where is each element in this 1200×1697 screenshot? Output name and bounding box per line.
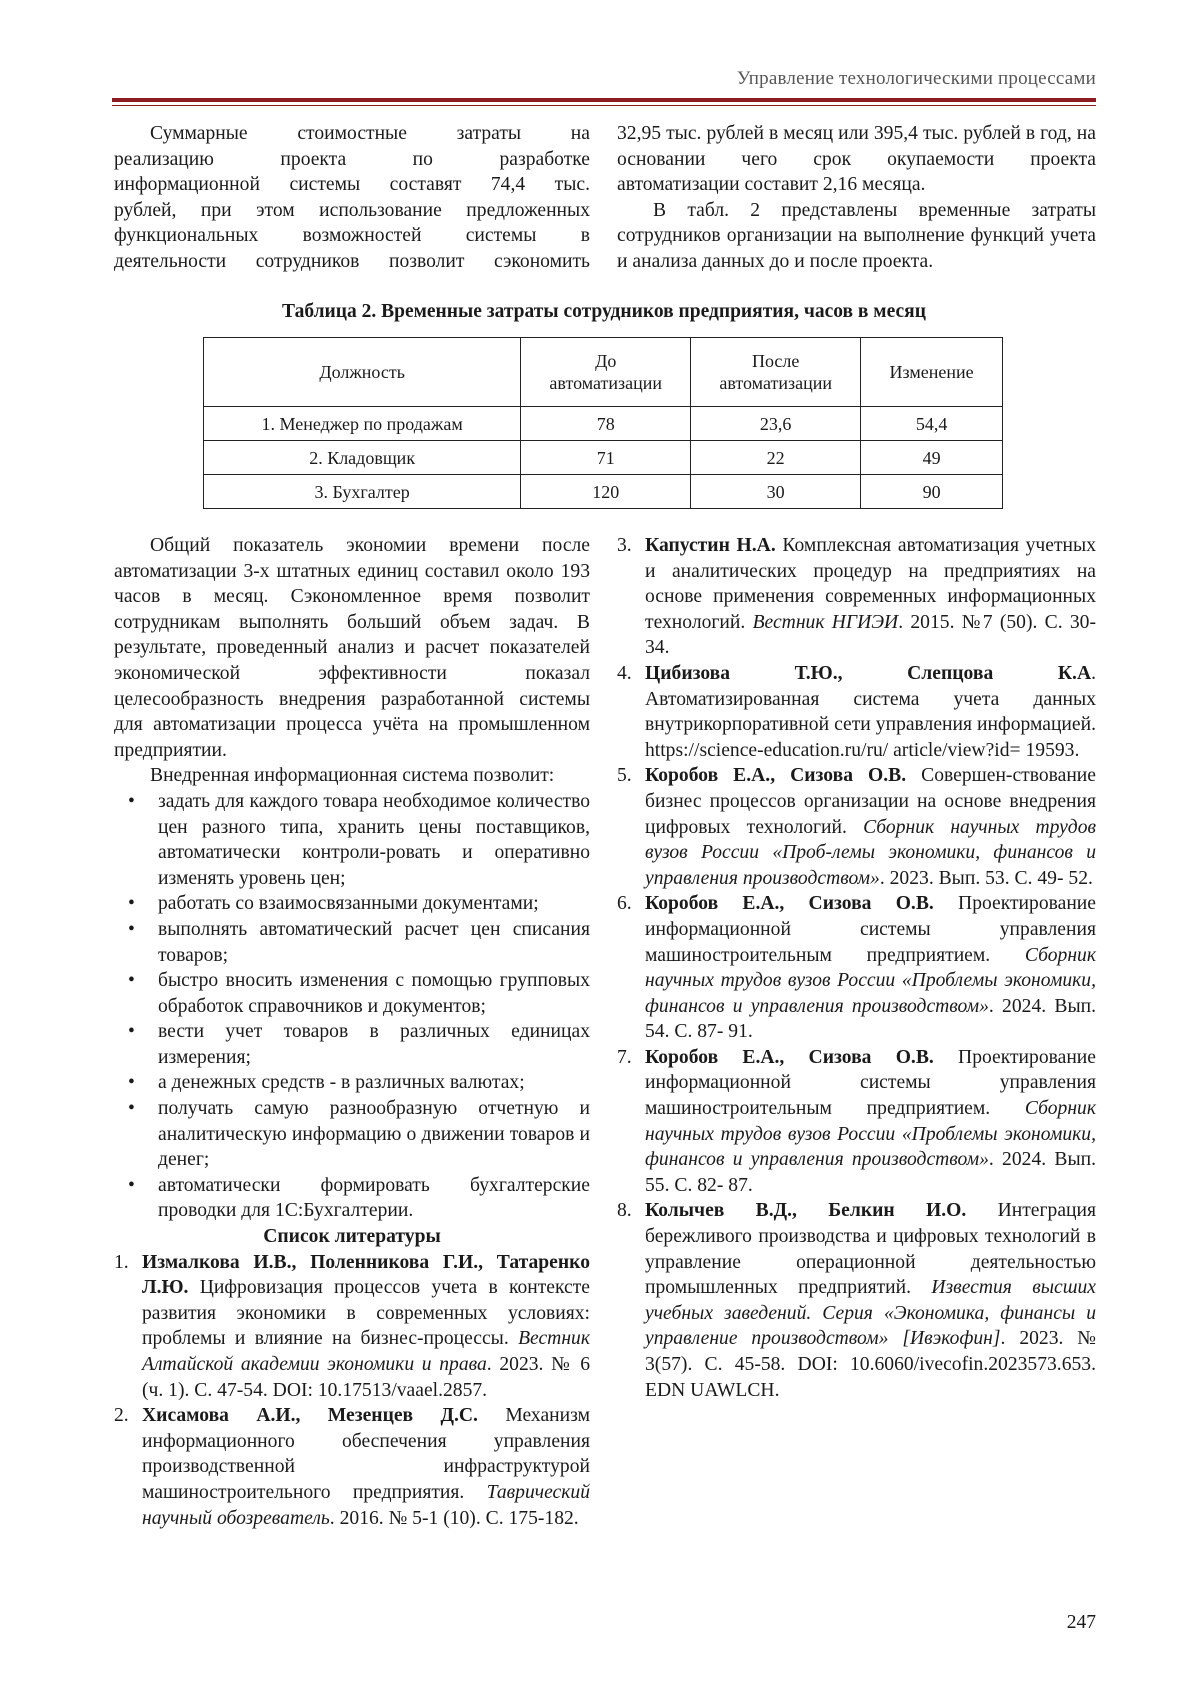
reference-title: Интеграция бережливого производства и цифровых технологий в управление операционной деятельностью промышленных предприятий.	[645, 1200, 1096, 1299]
column-header-position: Должность	[204, 338, 521, 407]
table-row	[204, 407, 1003, 441]
reference-authors: Измалкова И.В., Поленникова Г.И., Татаренко Л.Ю.	[142, 1251, 590, 1299]
table-cell: 71	[521, 441, 691, 475]
reference-authors: Колычев В.Д., Белкин И.О.	[645, 1200, 967, 1222]
reference-item	[617, 1198, 1096, 1403]
list-item: • вести учет товаров в различных единицах измерения;	[114, 1019, 590, 1070]
reference-authors: Коробов Е.А., Сизова О.В.	[645, 1046, 934, 1068]
reference-item	[617, 533, 1096, 661]
reference-details: . 2023. № 6 (ч. 1). С. 47-54. DOI: 10.17513/vaael.2857.	[142, 1354, 590, 1401]
reference-details: . 2016. № 5-1 (10). С. 175-182.	[329, 1507, 579, 1529]
table-cell: 2. Кладовщик	[204, 441, 521, 475]
column-header-after: После автоматизации	[691, 338, 861, 407]
list-item: • задать для каждого товара необходимое количество цен разного типа, хранить цены поставщиков, автоматически контроли-ровать и оперативно изменять уровень цен;	[114, 789, 590, 891]
reference-details: . 2024. Вып. 55. С. 82- 87.	[645, 1149, 1096, 1196]
reference-item	[617, 1045, 1096, 1199]
reference-number: 7.	[617, 1046, 632, 1068]
table-row	[204, 475, 1003, 509]
reference-source: Сборник научных трудов вузов России «Проблемы экономики, финансов и управления производством»	[645, 944, 1096, 1017]
reference-source: Вестник НГИЭИ	[752, 611, 899, 633]
reference-source: Вестник Алтайской академии экономики и права	[142, 1328, 590, 1375]
table-cell: 49	[861, 441, 1003, 475]
reference-number: 3.	[617, 535, 632, 556]
reference-details: . 2024. Вып. 54. С. 87- 91.	[645, 995, 1096, 1043]
reference-number: 1.	[114, 1251, 129, 1273]
table-cell: 90	[861, 475, 1003, 509]
paragraph-system-allows: Внедренная информационная система позволит:	[150, 765, 555, 787]
table-row	[204, 441, 1003, 475]
reference-authors: Коробов Е.А., Сизова О.В.	[645, 893, 934, 915]
reference-number: 5.	[617, 765, 632, 787]
journal-section-title: Управление технологическими процессами	[736, 68, 1096, 89]
table-cell: 1. Менеджер по продажам	[204, 407, 521, 441]
text-line: рублей, при этом использование предложенных	[114, 199, 590, 221]
paragraph-savings: 32,95 тыс. рублей в месяц или 395,4 тыс. рублей в год, на основании чего срок окупаемости проекта автоматизации составит 2,16 месяца.	[617, 123, 1096, 196]
table-cell: 120	[521, 475, 691, 509]
text-line: информационной системы составят 74,4 тыс.	[114, 174, 590, 196]
reference-source: Сборник научных трудов вузов России «Проб-лемы экономики, финансов и управления производством»	[645, 816, 1097, 889]
table-caption: Таблица 2. Временные затраты сотрудников предприятия, часов в месяц	[282, 301, 926, 322]
header-rule-thin	[112, 105, 1096, 106]
paragraph-table-intro: В табл. 2 представлены временные затраты сотрудников организации на выполнение функций учета и анализа данных до и после проекта.	[617, 199, 1096, 272]
reference-number: 6.	[617, 893, 632, 915]
column-header-change: Изменение	[861, 338, 1003, 407]
references-list-right	[617, 533, 1096, 1403]
table-cell: 78	[521, 407, 691, 441]
text-line: реализацию проекта по разработке	[114, 148, 590, 170]
references-heading: Список литературы	[263, 1226, 441, 1248]
list-item: • выполнять автоматический расчет цен списания товаров;	[114, 917, 590, 968]
table-cell: 22	[691, 441, 861, 475]
page-number: 247	[1066, 1612, 1096, 1633]
reference-title: Проектирование информационной системы управления машиностроительным предприятием.	[645, 893, 1096, 966]
reference-item	[114, 1250, 590, 1404]
reference-authors: Хисамова А.И., Мезенцев Д.С.	[142, 1405, 478, 1427]
reference-item	[617, 891, 1096, 1045]
list-item: • получать самую разнообразную отчетную и аналитическую информацию о движении товаров и денег;	[114, 1096, 590, 1173]
reference-source: Сборник научных трудов вузов России «Проблемы экономики, финансов и управления производством»	[645, 1098, 1096, 1171]
list-item: • автоматически формировать бухгалтерские проводки для 1С:Бухгалтерии.	[114, 1173, 590, 1224]
column-header-before: До автоматизации	[521, 338, 691, 407]
reference-title: Механизм информационного обеспечения управления производственной инфраструктурой машиностроительного предприятия.	[142, 1405, 590, 1503]
paragraph-conclusion: Общий показатель экономии времени после автоматизации 3-х штатных единиц составил около 193 часов в месяц. Сэкономленное время позволит сотрудникам выполнять больший объем задач. В результате, проведенный анализ и расчет показателей экономической эффективности показал целесообразность внедрения разработанной системы для автоматизации процесса учёта на промышленном предприятии.	[114, 535, 590, 761]
body-left-column	[114, 533, 590, 1531]
reference-authors: Капустин Н.А.	[645, 535, 776, 556]
table-cell: 30	[691, 475, 861, 509]
reference-title: Цифровизация процессов учета в контексте развития экономики в современных условиях: проблемы и влияние на бизнес-процессы.	[142, 1277, 590, 1350]
text-line: функциональных возможностей системы в	[114, 225, 590, 247]
body-right-column	[617, 533, 1096, 1403]
capabilities-list	[114, 789, 590, 1224]
reference-authors: Коробов Е.А., Сизова О.В.	[645, 765, 907, 787]
list-item: • а денежных средств - в различных валютах;	[114, 1070, 590, 1096]
reference-item	[617, 661, 1096, 763]
list-item: • быстро вносить изменения с помощью групповых обработок справочников и документов;	[114, 968, 590, 1019]
time-costs-table	[203, 337, 1003, 509]
reference-item	[617, 763, 1096, 891]
reference-title: Проектирование информационной системы управления машиностроительным предприятием.	[645, 1046, 1096, 1120]
reference-title: Комплексная автоматизация учетных и аналитических процедур на предприятиях на основе применения современных информационных технологий.	[645, 535, 1096, 633]
reference-number: 8.	[617, 1200, 632, 1222]
reference-item	[114, 1403, 590, 1531]
list-item: • работать со взаимосвязанными документами;	[114, 891, 590, 917]
running-header	[112, 68, 1096, 106]
table-cell: 54,4	[861, 407, 1003, 441]
reference-title: Совершен-ствование бизнес процессов организации на основе внедрения цифровых технологий.	[645, 765, 1096, 838]
reference-details: . 2023. Вып. 53. С. 49- 52.	[879, 867, 1093, 889]
reference-authors: Цибизова Т.Ю., Слепцова К.А	[645, 662, 1092, 684]
intro-right-column	[617, 121, 1096, 275]
reference-number: 4.	[617, 662, 632, 684]
reference-number: 2.	[114, 1405, 129, 1427]
table-cell: 23,6	[691, 407, 861, 441]
intro-left-paragraph	[114, 121, 590, 275]
text-line: Суммарные стоимостные затраты на	[150, 123, 590, 144]
reference-source: Таврический научный обозреватель	[142, 1481, 590, 1529]
reference-source: Известия высших учебных заведений. Серия «Экономика, финансы и управление производством» [Ивэкофин]	[645, 1277, 1096, 1350]
references-list-left	[114, 1250, 590, 1532]
text-line: деятельности сотрудников позволит сэкономить	[114, 250, 590, 272]
table-cell: 3. Бухгалтер	[204, 475, 521, 509]
reference-details: . 2023. № 3(57). С. 45-58. DOI: 10.6060/ivecofin.2023573.653. EDN UAWLCH.	[645, 1328, 1096, 1401]
table-header-row	[204, 338, 1003, 407]
reference-details: . 2015. №7 (50). С. 30-34.	[645, 611, 1097, 659]
reference-title: . Автоматизированная система учета данных внутрикорпоративной сети управления информацией. https://science-education.ru/ru/ article/view?id= 19593.	[645, 662, 1096, 761]
header-rule-thick	[112, 98, 1096, 102]
